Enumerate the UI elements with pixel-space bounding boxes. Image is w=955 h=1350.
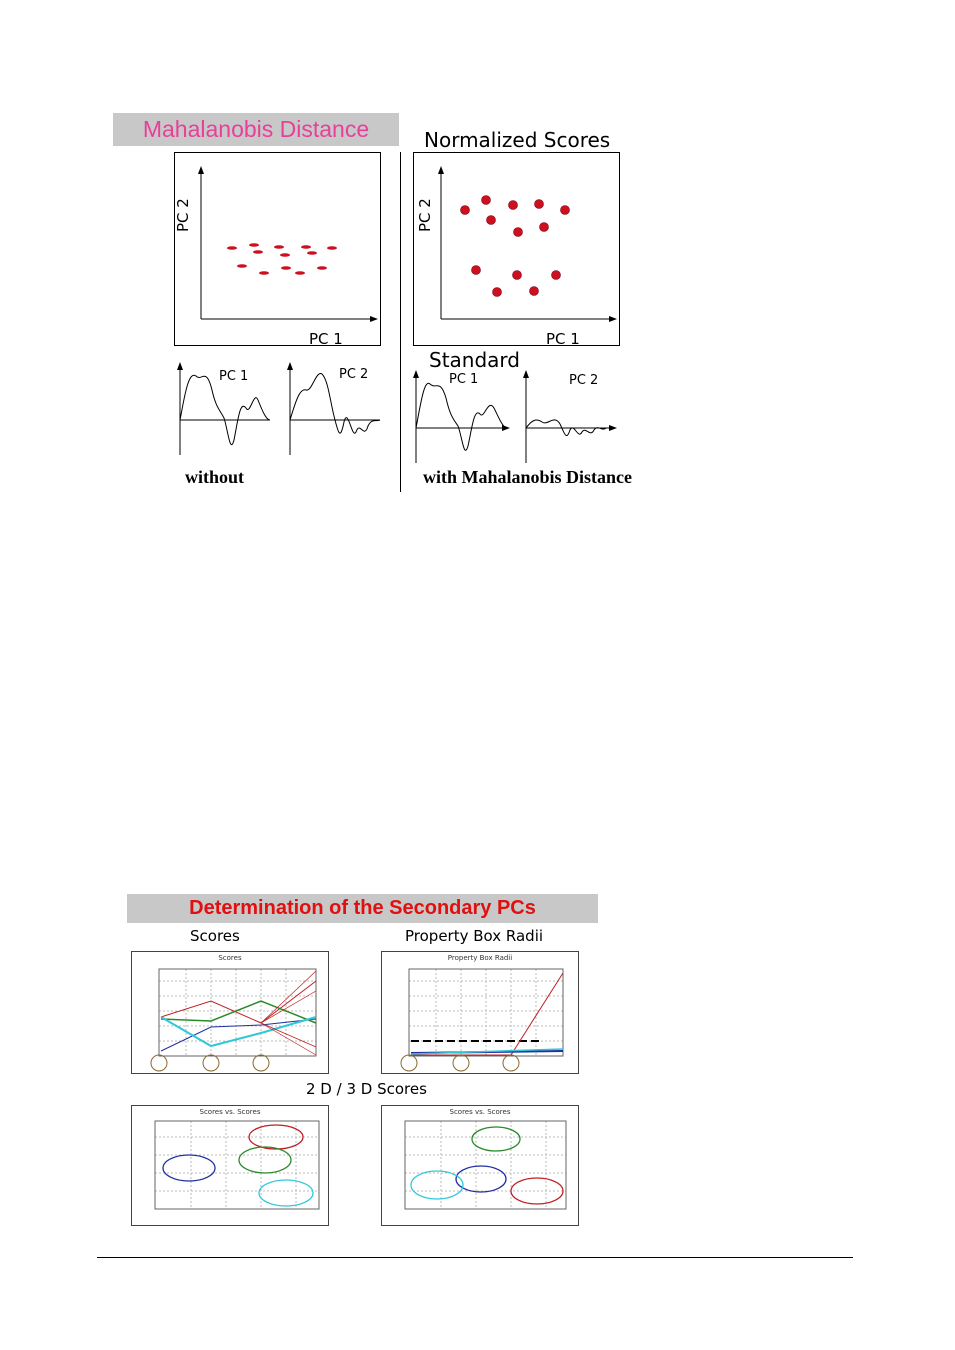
score-point xyxy=(259,271,269,275)
scores-panel-title: Scores xyxy=(218,954,242,962)
normalized-score-point xyxy=(540,223,549,232)
score-point xyxy=(301,245,311,249)
score-point xyxy=(317,266,327,270)
scores-2d-3d-label: 2 D / 3 D Scores xyxy=(306,1080,427,1098)
scatter-normalized xyxy=(413,152,620,346)
radii-panel-title: Property Box Radii xyxy=(447,954,513,962)
normalized-score-point xyxy=(461,206,470,215)
pc1-pc2-panel-title: Scores vs. Scores xyxy=(199,1108,261,1116)
score-point xyxy=(280,253,290,257)
scores-label: Scores xyxy=(190,927,240,945)
scatter-without xyxy=(174,152,381,346)
left-pc2-axis-label: PC 2 xyxy=(174,198,192,232)
with-pc2-label: PC 2 xyxy=(569,373,599,388)
normalized-score-point xyxy=(535,200,544,209)
score-point xyxy=(227,246,237,250)
score-point xyxy=(307,251,317,255)
without-pc1-label: PC 1 xyxy=(219,369,249,384)
figure-divider xyxy=(400,152,401,492)
score-point xyxy=(281,266,291,270)
scores-panel xyxy=(131,951,329,1074)
normalized-score-point xyxy=(487,216,496,225)
pc2-pc3-panel-title: Scores vs. Scores xyxy=(449,1108,511,1116)
radii-panel xyxy=(381,951,579,1074)
score-point xyxy=(237,264,247,268)
score-point xyxy=(249,243,259,247)
normalized-score-point xyxy=(513,271,522,280)
normalized-score-point xyxy=(552,271,561,280)
right-pc2-axis-label: PC 2 xyxy=(416,198,434,232)
with-pc1-label: PC 1 xyxy=(449,372,479,387)
normalized-score-point xyxy=(482,196,491,205)
normalized-score-point xyxy=(514,228,523,237)
left-pc1-axis-label: PC 1 xyxy=(309,330,343,348)
property-box-radii-label: Property Box Radii xyxy=(405,927,544,945)
score-point xyxy=(295,271,305,275)
normalized-score-point xyxy=(493,288,502,297)
normalized-score-point xyxy=(561,206,570,215)
normalized-score-point xyxy=(472,266,481,275)
footer-rule xyxy=(97,1257,853,1258)
pc2-pc3-scores-panel xyxy=(381,1105,579,1226)
score-point xyxy=(274,245,284,249)
pc1-pc2-scores-panel xyxy=(131,1105,329,1226)
mahalanobis-title: Mahalanobis Distance xyxy=(113,113,399,146)
right-pc1-axis-label: PC 1 xyxy=(546,330,580,348)
normalized-score-point xyxy=(530,287,539,296)
score-point xyxy=(253,250,263,254)
standard-label: Standard xyxy=(429,348,520,372)
without-label: without xyxy=(185,467,245,487)
secondary-pcs-title: Determination of the Secondary PCs xyxy=(127,894,598,923)
without-pc2-label: PC 2 xyxy=(339,367,369,382)
normalized-scores-title: Normalized Scores xyxy=(424,128,611,152)
with-mahalanobis-label: with Mahalanobis Distance xyxy=(423,467,633,487)
score-point xyxy=(327,246,337,250)
normalized-score-point xyxy=(509,201,518,210)
